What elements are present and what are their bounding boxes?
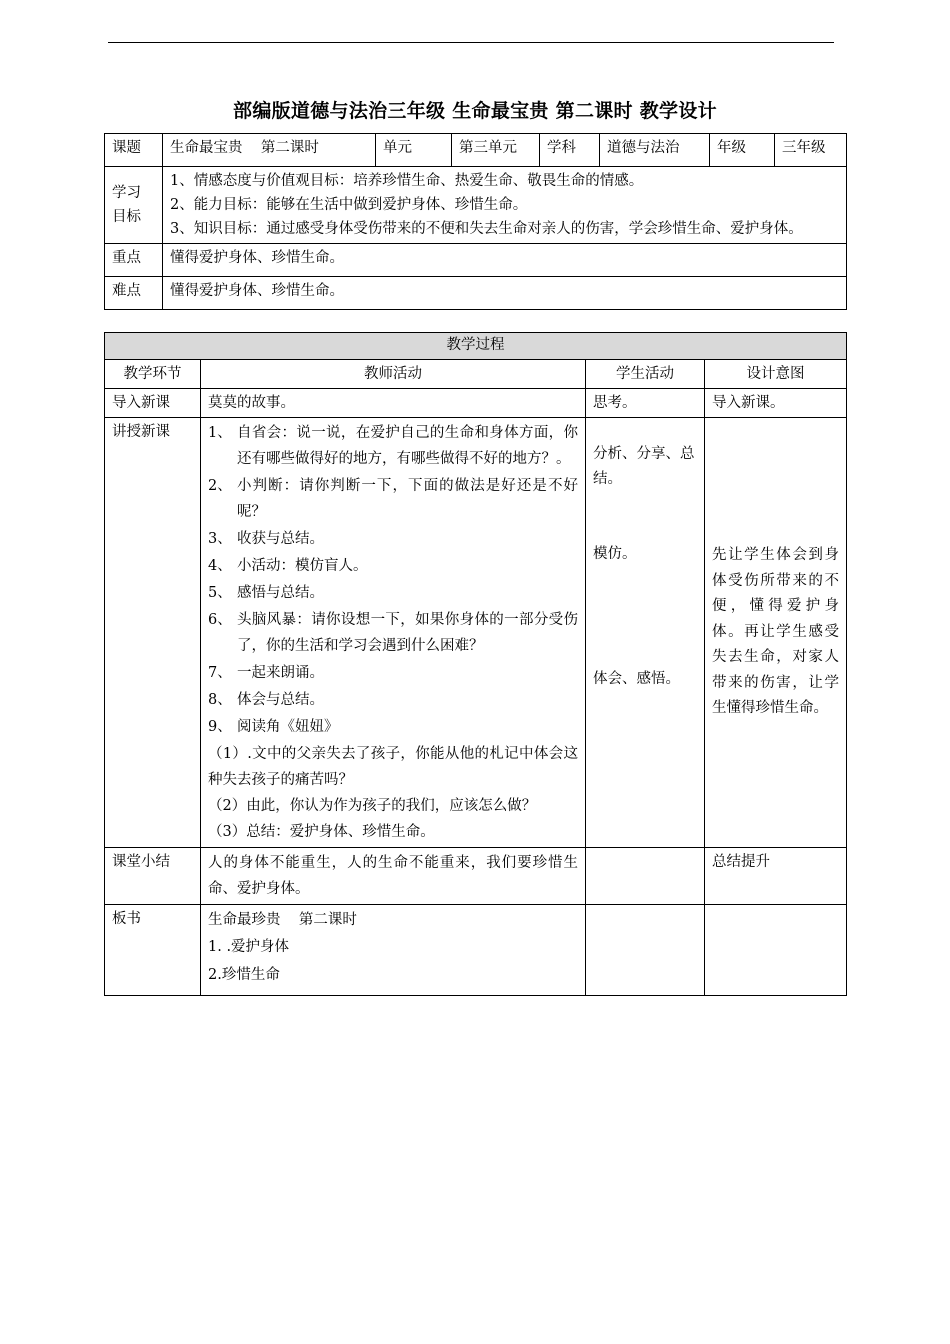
student-activity-list (586, 418, 705, 848)
teacher-activity: 人的身体不能重生，人的生命不能重来，我们要珍惜生命、爱护身体。 (201, 848, 586, 905)
stage-label: 导入新课 (105, 389, 201, 418)
list-item (208, 553, 578, 579)
item-number: 6、 (208, 612, 232, 628)
list-item (208, 580, 578, 606)
item-text: 一起来朗诵。 (237, 665, 324, 681)
key-row (105, 244, 847, 277)
board-line: 1. .爱护身体 (208, 939, 290, 955)
info-row (105, 134, 847, 167)
stage-label: 讲授新课 (105, 418, 201, 848)
student-activity (586, 905, 705, 996)
list-item (208, 714, 578, 740)
item-text: 小活动：模仿盲人。 (237, 558, 368, 574)
board-row (105, 905, 847, 996)
col-header: 学生活动 (586, 360, 705, 389)
design-intent: 总结提升 (705, 848, 847, 905)
teaching-process-table (104, 332, 847, 996)
design-intent-cell (705, 418, 847, 848)
summary-row (105, 848, 847, 905)
goal-item: 3、知识目标：通过感受身体受伤带来的不便和失去生命对亲人的伤害，学会珍惜生命、爱护身体。 (170, 221, 803, 237)
item-number: 4、 (208, 558, 232, 574)
item-text: 头脑风暴：请你设想一下，如果你身体的一部分受伤了，你的生活和学习会遇到什么困难？ (237, 612, 578, 654)
column-header-row (105, 360, 847, 389)
item-text: 体会与总结。 (237, 692, 324, 708)
stage-label: 板书 (105, 905, 201, 996)
difficulty-value: 懂得爱护身体、珍惜生命。 (163, 277, 847, 310)
process-heading: 教学过程 (105, 333, 847, 360)
list-item (208, 526, 578, 552)
teacher-activity-list (201, 418, 586, 848)
design-intent: 导入新课。 (705, 389, 847, 418)
difficulty-label: 难点 (105, 277, 163, 310)
student-activity (586, 848, 705, 905)
subject-label: 学科 (540, 134, 600, 167)
topic-label: 课题 (105, 134, 163, 167)
list-item (208, 607, 578, 659)
student-activity: 模仿。 (593, 546, 637, 562)
item-number: 3、 (208, 531, 232, 547)
design-intent (705, 905, 847, 996)
unit-label: 单元 (376, 134, 452, 167)
stage-label: 课堂小结 (105, 848, 201, 905)
sub-question: （3）总结：爱护身体、珍惜生命。 (208, 824, 435, 840)
item-text: 自省会：说一说，在爱护自己的生命和身体方面，你还有哪些做得好的地方，有哪些做得不好的地方？。 (237, 425, 578, 467)
item-number: 7、 (208, 665, 232, 681)
lesson-info-table (104, 133, 847, 310)
board-line: 2.珍惜生命 (208, 967, 280, 983)
item-text: 小判断：请你判断一下，下面的做法是好还是不好呢？ (237, 478, 578, 520)
intro-row (105, 389, 847, 418)
list-item (208, 687, 578, 713)
list-item (208, 660, 578, 686)
sub-question: （1）.文中的父亲失去了孩子，你能从他的札记中体会这种失去孩子的痛苦吗？ (208, 746, 578, 788)
list-item (208, 420, 578, 472)
key-value: 懂得爱护身体、珍惜生命。 (163, 244, 847, 277)
sub-question: （2）由此，你认为作为孩子的我们，应该怎么做？ (208, 798, 537, 814)
student-activity: 体会、感悟。 (593, 671, 680, 687)
item-text: 收获与总结。 (237, 531, 324, 547)
goals-row (105, 167, 847, 244)
item-number: 5、 (208, 585, 232, 601)
item-number: 2、 (208, 478, 232, 494)
key-label: 重点 (105, 244, 163, 277)
board-line: 生命最珍贵 第二课时 (208, 912, 357, 928)
col-header: 设计意图 (705, 360, 847, 389)
item-number: 1、 (208, 425, 232, 441)
unit-value: 第三单元 (452, 134, 540, 167)
goal-item: 1、情感态度与价值观目标：培养珍惜生命、热爱生命、敬畏生命的情感。 (170, 173, 644, 189)
header-rule (108, 42, 834, 43)
grade-value: 三年级 (775, 134, 847, 167)
goals-label: 学习目标 (105, 167, 163, 244)
board-content (201, 905, 586, 996)
item-text: 感悟与总结。 (237, 585, 324, 601)
col-header: 教学环节 (105, 360, 201, 389)
subject-value: 道德与法治 (600, 134, 710, 167)
teacher-activity: 莫莫的故事。 (201, 389, 586, 418)
item-number: 9、 (208, 719, 232, 735)
page-title: 部编版道德与法治三年级 生命最宝贵 第二课时 教学设计 (233, 100, 717, 122)
difficulty-row (105, 277, 847, 310)
col-header: 教师活动 (201, 360, 586, 389)
grade-label: 年级 (710, 134, 775, 167)
process-heading-row (105, 333, 847, 360)
goals-cell (163, 167, 847, 244)
topic-value: 生命最宝贵 第二课时 (163, 134, 376, 167)
student-activity: 分析、分享、总结。 (593, 446, 695, 487)
list-item (208, 473, 578, 525)
lesson-row (105, 418, 847, 848)
design-intent: 先让学生体会到身体受伤所带来的不便，懂得爱护身体。再让学生感受失去生命，对家人带来的伤害，让学生懂得珍惜生命。 (712, 547, 839, 717)
goal-item: 2、能力目标：能够在生活中做到爱护身体、珍惜生命。 (170, 197, 528, 213)
item-text: 阅读角《妞妞》 (237, 719, 339, 735)
item-number: 8、 (208, 692, 232, 708)
student-activity: 思考。 (586, 389, 705, 418)
